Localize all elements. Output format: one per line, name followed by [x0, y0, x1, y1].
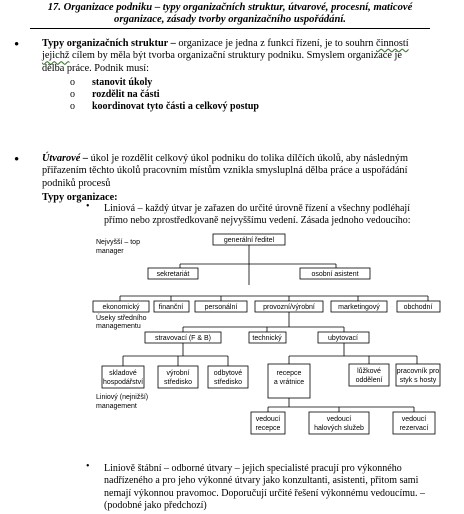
text-stravovaci: stravovací (F & B)	[154, 335, 212, 342]
label-top-manager-1: Nejvyšší – top	[96, 239, 140, 246]
text-recepce-1: recepce	[276, 370, 302, 377]
text-usek: provozní/výrobní	[263, 304, 315, 311]
label-low-1: Liniový (nejnižší)	[96, 394, 149, 401]
text-vedouci-recepce-2: recepce	[255, 425, 281, 432]
label-mid-2: managementu	[96, 323, 141, 330]
list-item-text: rozdělit na části	[92, 89, 160, 100]
text-vedouci-rezervaci-2: rezervací	[399, 425, 429, 432]
text-usek: ekonomický	[102, 304, 140, 311]
text-ubytovaci: ubytovací	[328, 335, 358, 342]
text-usek: marketingový	[338, 304, 380, 311]
bullet: •	[86, 461, 90, 472]
text-odbytove-1: odbytové	[213, 370, 243, 377]
page-heading: 17. Organizace podniku – typy organizačních struktur, útvarové, procesní, maticové organizace, zásady tvorby organizačního uspořádání.	[30, 2, 430, 29]
text-usek: finanční	[158, 304, 184, 311]
text-generalni-reditel: generální ředitel	[223, 237, 275, 244]
text-usek: obchodní	[403, 304, 433, 311]
label-top-manager-2: manager	[96, 248, 124, 255]
label-low-2: management	[96, 403, 137, 410]
text-part: cílem by měla být tvorba organizační struktury podniku. Smyslem organizace je dělba práce. Podnik musí:	[42, 50, 402, 74]
text-luzkove-2: oddělení	[355, 377, 383, 384]
list-marker: o	[70, 89, 75, 100]
text-skladove-1: skladové	[109, 370, 137, 377]
text-part: úkol je rozdělit celkový úkol podniku do tolika dílčích úkolů, aby následným přiřazením těchto úkolů pracovním místům vznikla smysluplná dělba práce a uspořádání podniků procesů	[42, 153, 409, 189]
bullet: •	[14, 152, 20, 168]
liniove-stabni-text: Liniově štábní – odborné útvary – jejich specialisté pracují pro výkonného nadřízeného a pro jeho výkonné útvary jako konzultanti, asistenti, přitom sami nemají výkonnou pravomoc. Doporučují určité řešení výkonnému vedoucímu. – (podobné jako předchozí)	[104, 463, 426, 511]
text-usek: personální	[204, 304, 238, 311]
term-utvarove: Útvarové –	[42, 153, 89, 164]
text-vyrobni-2: středisko	[163, 379, 193, 386]
list-item-text: koordinovat tyto části a celkový postup	[92, 101, 259, 112]
bullet: •	[14, 37, 20, 53]
text-part: organizace je jedna z funkcí řízení, je to souhrn	[175, 38, 377, 49]
text-vedouci-halovych-1: vedoucí	[326, 416, 352, 423]
text-vyrobni-1: výrobní	[166, 370, 190, 377]
typy-organizace-label: Typy organizace:	[42, 192, 118, 203]
text-sekretariat: sekretariát	[156, 271, 190, 278]
text-luzkove-1: lůžkové	[357, 368, 381, 375]
list-marker: o	[70, 101, 75, 112]
bullet: •	[86, 201, 90, 212]
text-pracovnik-2: styk s hosty	[399, 377, 437, 384]
term-typy-struktur: Typy organizačních struktur –	[42, 38, 176, 49]
text-skladove-2: hospodářství	[102, 379, 144, 386]
text-technicky: technický	[252, 335, 282, 342]
spellcheck-word: činností jejichž	[42, 38, 409, 62]
list-marker: o	[70, 77, 75, 88]
text-vedouci-recepce-1: vedoucí	[255, 416, 281, 423]
text-vedouci-halovych-2: halových služeb	[314, 425, 364, 432]
text-pracovnik-1: pracovník pro	[396, 368, 440, 375]
label-mid-1: Úseky středního	[96, 315, 147, 322]
list-item-text: stanovit úkoly	[92, 77, 153, 88]
text-vedouci-rezervaci-1: vedoucí	[401, 416, 427, 423]
text-recepce-2: a vrátnice	[273, 379, 305, 386]
text-osobni-asistent: osobní asistent	[311, 271, 359, 278]
liniova-text: Liniová – každý útvar je zařazen do určité úrovně řízení a všechny podléhají přímo nebo zprostředkovaně nejvyššímu vedení. Zásada jednoho vedoucího:	[104, 203, 411, 227]
text-odbytove-2: středisko	[213, 379, 243, 386]
